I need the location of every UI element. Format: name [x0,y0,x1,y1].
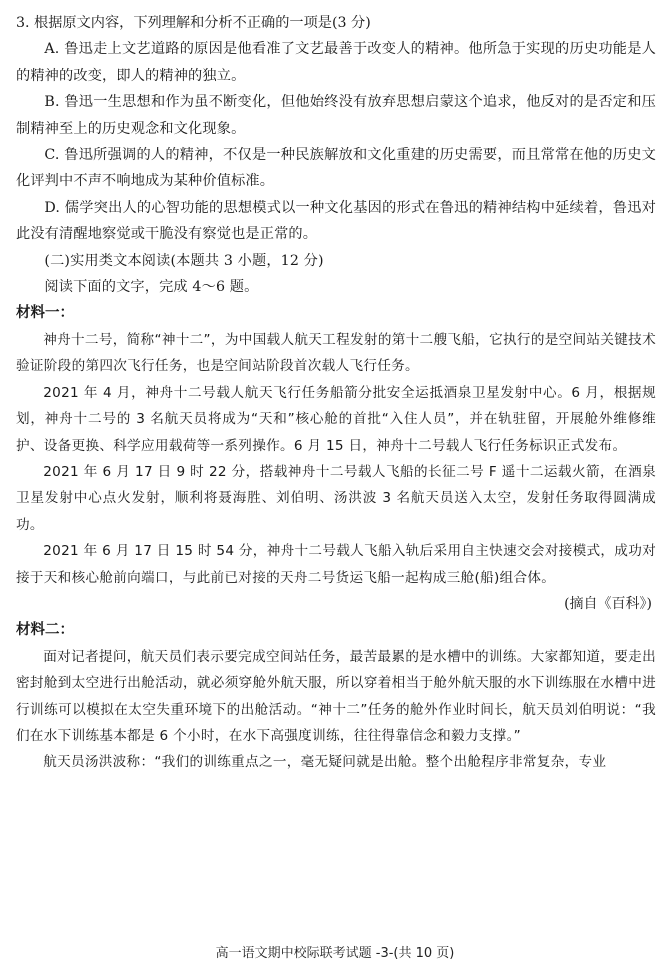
question-3-option-c: C. 鲁迅所强调的人的精神，不仅是一种民族解放和文化重建的历史需要，而且常常在他的历史文化评判中不声不响地成为某种价值标准。 [16,147,656,190]
material-1-paragraph-1: 神舟十二号，简称“神十二”，为中国载人航天工程发射的第十二艘飞船，它执行的是空间站关键技术验证阶段的第四次飞行任务，也是空间站阶段首次载人飞行任务。 [16,331,656,375]
section-2-heading: (二)实用类文本阅读(本题共 3 小题，12 分) [44,252,324,269]
material-1-paragraph-4: 2021 年 6 月 17 日 15 时 54 分，神舟十二号载人飞船入轨后采用自主快速交会对接模式，成功对接于天和核心舱前向端口，与此前已对接的天舟二号货运飞船一起构成三舱(船)组合体。 [16,543,656,586]
section-2-instruction: 阅读下面的文字，完成 4～6 题。 [44,279,259,296]
material-1-paragraph-2: 2021 年 4 月，神舟十二号载人航天飞行任务船箭分批安全运抵酒泉卫星发射中心。6 月，根据规划，神舟十二号的 3 名航天员将成为“天和”核心舱的首批“入住人员”，并在轨驻留，开展舱外维修维护、设备更换、科学应用载荷等一系列操作。6 月 15 日，神舟十二号载人飞行任务标识正式发布。 [16,384,656,454]
question-3-option-d: D. 儒学突出人的心智功能的思想模式以一种文化基因的形式在鲁迅的精神结构中延续着，鲁迅对此没有清醒地察觉或干脆没有察觉也是正常的。 [16,199,656,243]
question-3-option-a: A. 鲁迅走上文艺道路的原因是他看准了文艺最善于改变人的精神。他所急于实现的历史功能是人的精神的改变，即人的精神的独立。 [16,41,656,84]
question-3-option-b: B. 鲁迅一生思想和作为虽不断变化，但他始终没有放弃思想启蒙这个追求，他反对的是否定和压制精神至上的历史观念和文化现象。 [16,94,656,137]
material-1-paragraph-3: 2021 年 6 月 17 日 9 时 22 分，搭载神舟十二号载人飞船的长征二号 F 遥十二运载火箭，在酒泉卫星发射中心点火发射，顺利将聂海胜、刘伯明、汤洪波 3 名航天员送入太空，发射任务取得圆满成功。 [16,463,656,533]
question-3-title: 3. 根据原文内容，下列理解和分析不正确的一项是(3 分) [16,15,371,31]
material-2-paragraph-1: 面对记者提问，航天员们表示要完成空间站任务，最苦最累的是水槽中的训练。大家都知道，要走出密封舱到太空进行出舱活动，就必须穿舱外航天服，所以穿着相当于舱外航天服的水下训练服在水槽中进行训练可以模拟在太空失重环境下的出舱活动。“神十二”任务的舱外作业时间长，航天员刘伯明说：“我们在水下训练基本都是 6 个小时，在水下高强度训练，往往得靠信念和毅力支撑。” [16,648,656,744]
material-1-title: 材料一： [16,304,74,322]
page-footer: 高一语文期中校际联考试题 -3-(共 10 页) [215,946,455,961]
material-2-paragraph-2: 航天员汤洪波称：“我们的训练重点之一，毫无疑问就是出舱。整个出舱程序非常复杂，专业 [43,754,607,771]
material-1-source: (摘自《百科》) [564,595,652,612]
material-2-title: 材料二： [16,621,74,639]
